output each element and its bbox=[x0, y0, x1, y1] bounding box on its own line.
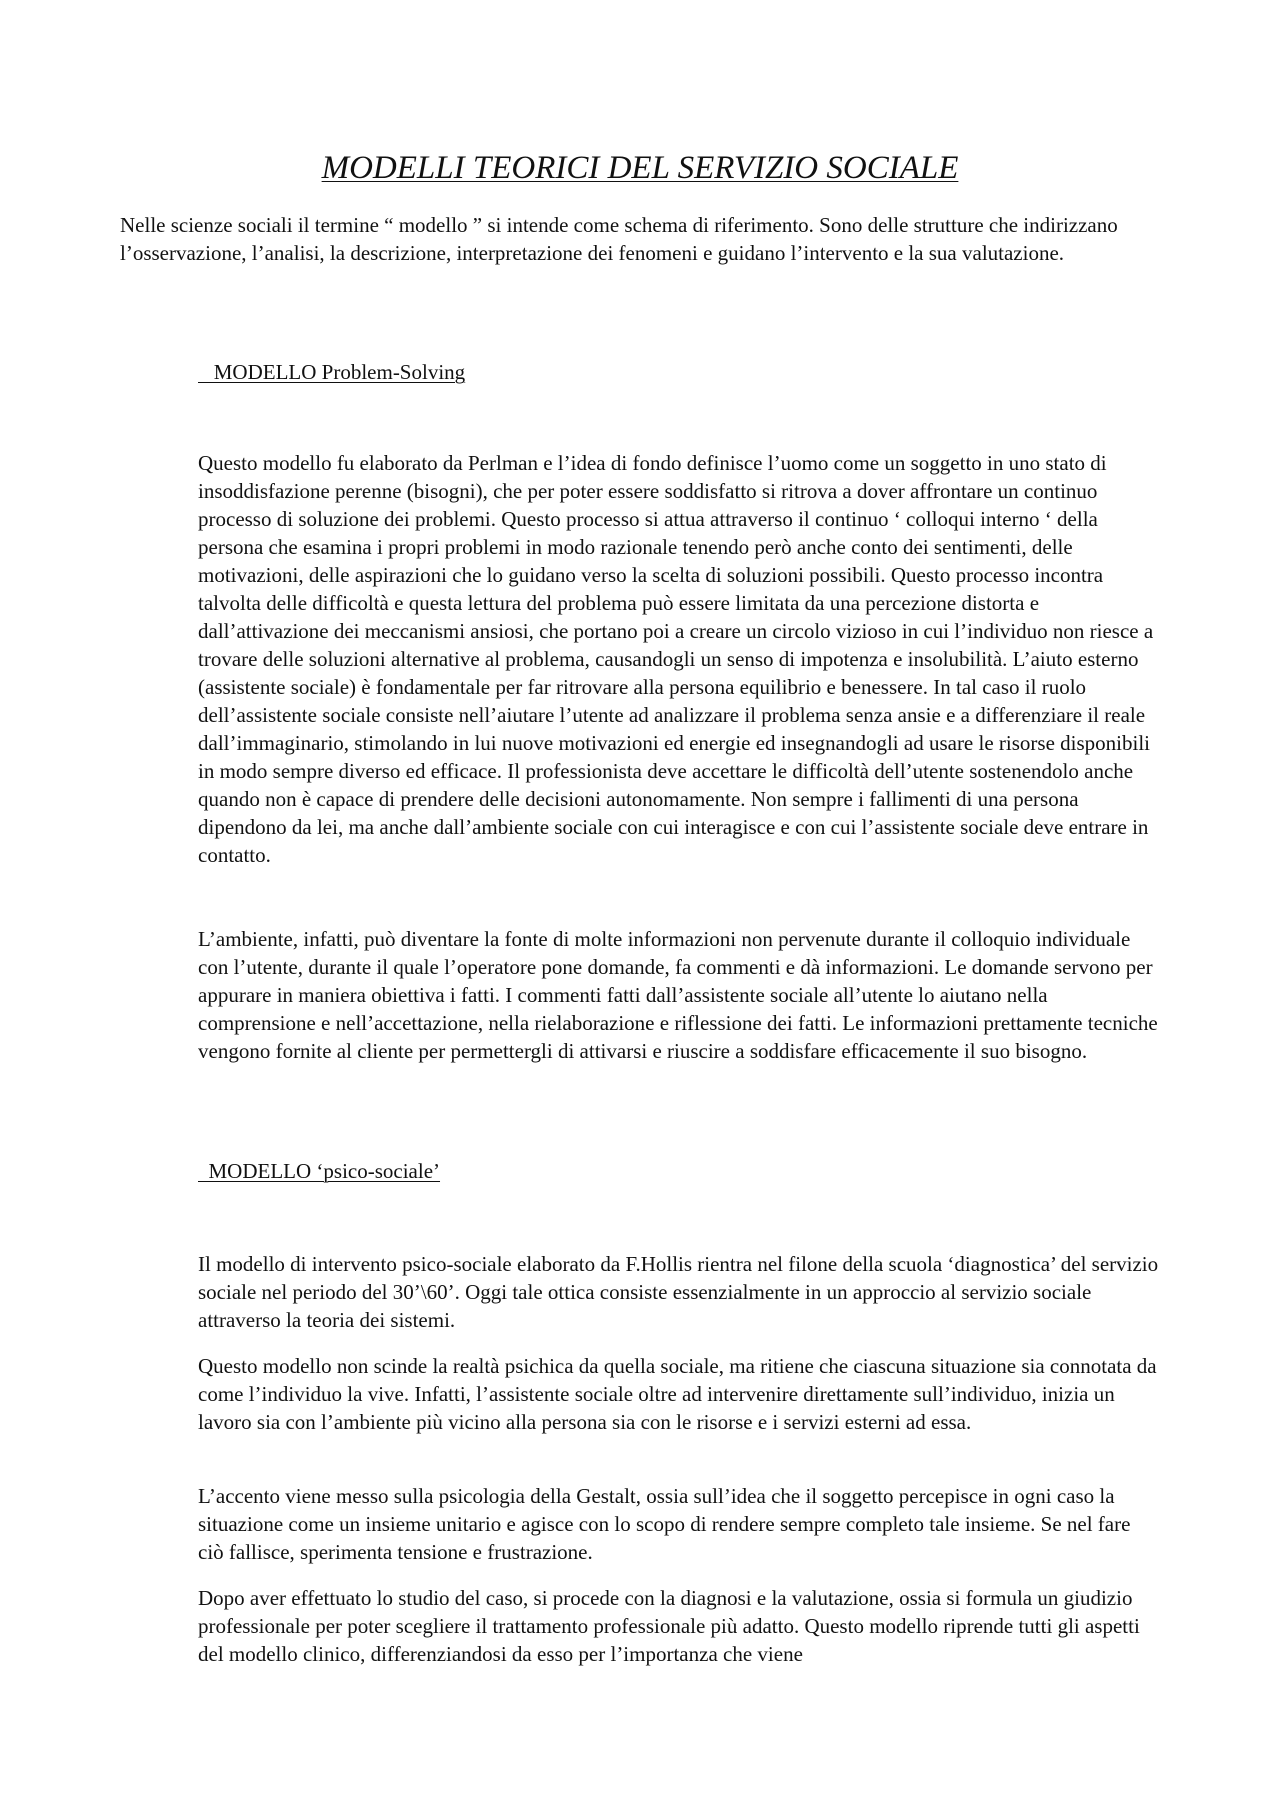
paragraph: Questo modello fu elaborato da Perlman e l’idea di fondo definisce l’uomo come un soggetto in uno stato di insoddisfazione perenne (bisogni), che per poter essere soddisfatto si ritrova a dover affrontare un continuo processo di soluzione dei problemi. Questo processo si attua attraverso il continuo ‘ colloqui interno ‘ della persona che esamina i propri problemi in modo razionale tenendo però anche conto dei sentimenti, delle motivazioni, delle aspirazioni che lo guidano verso la scelta di soluzioni possibili. Questo processo incontra talvolta delle difficoltà e questa lettura del problema può essere limitata da una percezione distorta e dall’attivazione dei meccanismi ansiosi, che portano poi a creare un circolo vizioso in cui l’individuo non riesce a trovare delle soluzioni alternative al problema, causandogli un senso di impotenza e insolubilità. L’aiuto esterno (assistente sociale) è fondamentale per far ritrovare alla persona equilibrio e benessere. In tal caso il ruolo dell’assistente sociale consiste nell’aiutare l’utente ad analizzare il problema senza ansie e a differenziare il reale dall’immaginario, stimolando in lui nuove motivazioni ed energie ed insegnandogli ad usare le risorse disponibili in modo sempre diverso ed efficace. Il professionista deve accettare le difficoltà dell’utente sostenendolo anche quando non è capace di prendere delle decisioni autonomamente. Non sempre i fallimenti di una persona dipendono da lei, ma anche dall’ambiente sociale con cui interagisce e con cui l’assistente sociale deve entrare in contatto. bbox=[198, 451, 1154, 867]
document-title: MODELLI TEORICI DEL SERVIZIO SOCIALE bbox=[321, 150, 959, 186]
paragraph: Questo modello non scinde la realtà psichica da quella sociale, ma ritiene che ciascuna situazione sia connotata da come l’individuo la vive. Infatti, l’assistente sociale oltre ad intervenire direttamente sull’individuo, inizia un lavoro sia con l’ambiente più vicino alla persona sia con le risorse e i servizi esterni ad essa. bbox=[198, 1354, 1157, 1434]
intro-paragraph: Nelle scienze sociali il termine “ modello ” si intende come schema di riferimento. Sono delle strutture che indirizzano l’osservazione, l’analisi, la descrizione, interpretazione dei fenomeni e guidano l’intervento e la sua valutazione. bbox=[120, 213, 1118, 265]
section-heading-psico-sociale: MODELLO ‘psico-sociale’ bbox=[198, 1159, 441, 1183]
paragraph: L’accento viene messo sulla psicologia della Gestalt, ossia sull’idea che il soggetto percepisce in ogni caso la situazione come un insieme unitario e agisce con lo scopo di rendere sempre completo tale insieme. Se nel fare ciò fallisce, sperimenta tensione e frustrazione. bbox=[198, 1484, 1131, 1564]
section-heading-problem-solving: MODELLO Problem-Solving bbox=[198, 360, 466, 384]
paragraph: Il modello di intervento psico-sociale elaborato da F.Hollis rientra nel filone della scuola ‘diagnostica’ del servizio sociale nel periodo del 30’\60’. Oggi tale ottica consiste essenzialmente in un approccio al servizio sociale attraverso la teoria dei sistemi. bbox=[198, 1252, 1159, 1332]
paragraph: Dopo aver effettuato lo studio del caso, si procede con la diagnosi e la valutazione, ossia si formula un giudizio professionale per poter scegliere il trattamento professionale più adatto. Questo modello riprende tutti gli aspetti del modello clinico, differenziandosi da esso per l’importanza che viene bbox=[198, 1586, 1140, 1666]
paragraph: L’ambiente, infatti, può diventare la fonte di molte informazioni non pervenute durante il colloquio individuale con l’utente, durante il quale l’operatore pone domande, fa commenti e dà informazioni. Le domande servono per appurare in maniera obiettiva i fatti. I commenti fatti dall’assistente sociale all’utente lo aiutano nella comprensione e nell’accettazione, nella rielaborazione e riflessione dei fatti. Le informazioni prettamente tecniche vengono fornite al cliente per permettergli di attivarsi e riuscire a soddisfare efficacemente il suo bisogno. bbox=[198, 927, 1158, 1063]
